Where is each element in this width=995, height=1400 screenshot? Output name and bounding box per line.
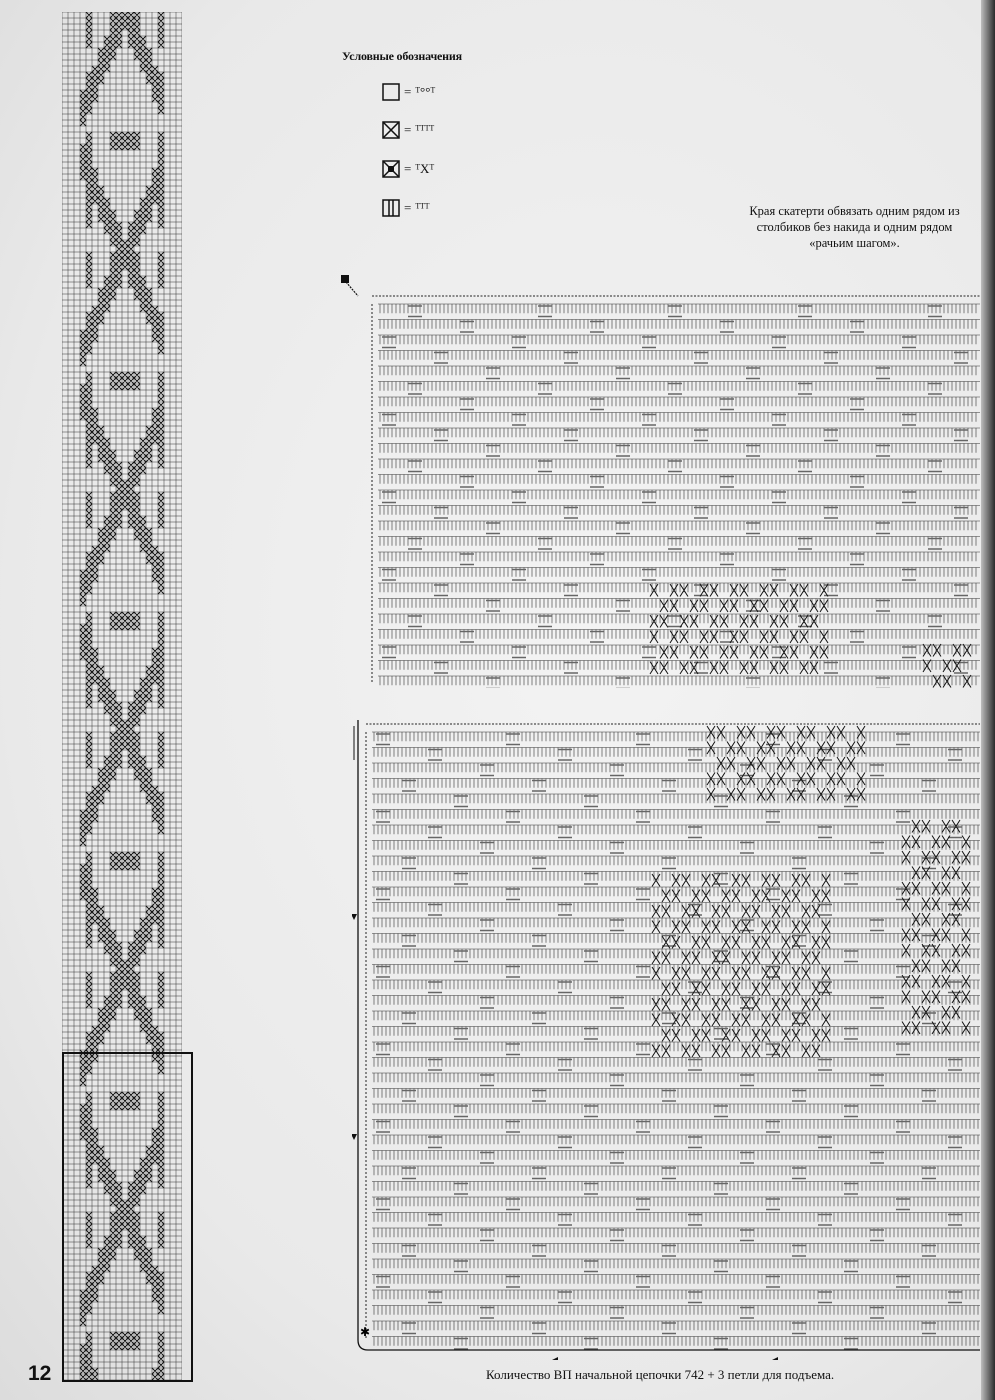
crossed-square-icon xyxy=(382,121,400,139)
crochet-diagram-upper xyxy=(358,292,980,688)
empty-square-icon xyxy=(382,83,400,101)
crochet-diagram-lower xyxy=(352,720,980,1360)
chain-count-caption: Количество ВП начальной цепочки 742 + 3 петли для подъема. xyxy=(486,1367,835,1382)
start-marker-icon xyxy=(340,274,370,304)
legend-equals: = xyxy=(404,200,412,215)
legend-equals: = xyxy=(404,161,412,176)
legend-row-divided xyxy=(382,198,429,218)
legend-meaning: ᵀ°°ᵀ xyxy=(415,84,436,99)
svg-text:✱: ✱ xyxy=(360,1325,371,1339)
legend-title: Условные обозначения xyxy=(342,49,462,63)
legend-row-empty xyxy=(382,82,435,102)
filled-crossed-square-icon xyxy=(382,160,400,178)
edging-note: Края скатерти обвязать одним рядом из столбиков без накида и одним рядом «рачьим шагом». xyxy=(749,204,960,250)
legend-meaning: ᵀXᵀ xyxy=(415,161,435,176)
legend-row-crossed xyxy=(382,120,434,140)
legend-row-filled-crossed xyxy=(382,159,434,179)
legend-equals: = xyxy=(404,84,412,99)
page-number: 12 xyxy=(28,1362,52,1385)
divided-square-icon xyxy=(382,199,400,217)
page-binding-shadow xyxy=(981,0,995,1400)
legend-meaning: ᵀᵀᵀᵀ xyxy=(415,122,435,137)
legend-equals: = xyxy=(404,122,412,137)
strip-repeat-frame xyxy=(62,1052,193,1382)
legend-meaning: ᵀᵀᵀ xyxy=(415,200,430,215)
